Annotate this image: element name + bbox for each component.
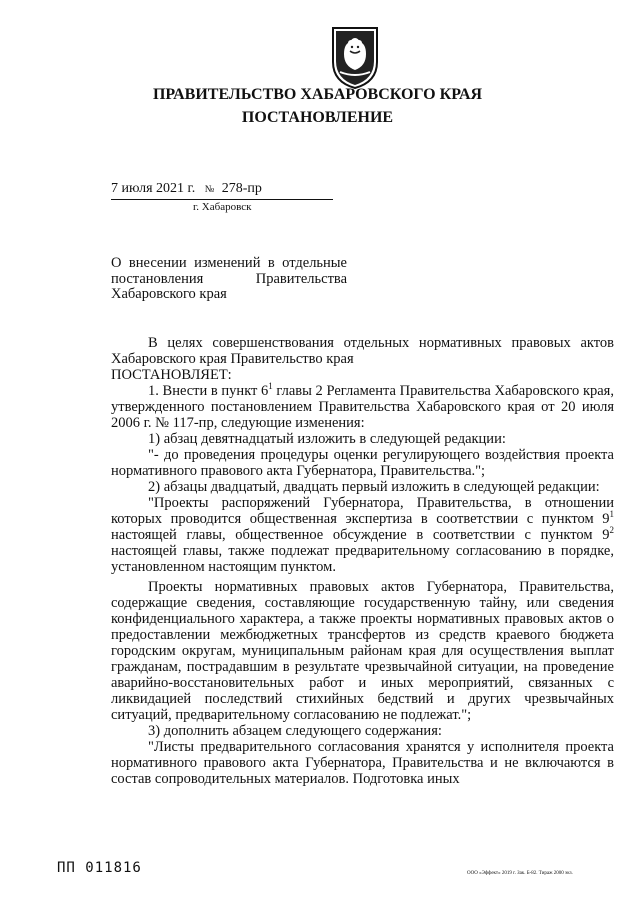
superscript: 2 [609, 525, 614, 536]
body-paragraph [111, 383, 614, 431]
text-run: настоящей главы, общественное обсуждение в соответствии с пунктом 9 [111, 527, 610, 543]
city: г. Хабаровск [193, 201, 252, 213]
document-subject [111, 256, 347, 303]
body-paragraph: 1) абзац девятнадцатый изложить в следующей редакции: [148, 431, 506, 447]
number-label: № [204, 184, 215, 195]
subject-line: О внесении изменений в отдельные [111, 255, 347, 271]
document-type-title: ПОСТАНОВЛЕНИЕ [241, 109, 394, 126]
document-date: 7 июля 2021 г. [111, 181, 196, 196]
body-paragraph: Проекты нормативных правовых актов Губернатора, Правительства, содержащие сведения, составляющие государственную тайну, или сведения конфиденциального характера, а также проекты нормативных правовых актов о предоставлении межбюджетных трансфертов из средств краевого бюджета городским округам, муниципальным районам края для осуществления выплат гражданам, пострадавшим в результате чрезвычайной ситуации, на проведение аварийно-восстановительных работ и иных мероприятий, связанных с ликвидацией последствий стихийных бедствий и других чрезвычайных ситуаций, предварительному согласованию не подлежат."; [111, 579, 614, 723]
text-run: 1. Внести в пункт 6 [148, 383, 269, 399]
body-paragraph: 2) абзацы двадцатый, двадцать первый изложить в следующей редакции: [148, 479, 600, 495]
document-number: 278-пр [221, 181, 262, 196]
body-paragraph: "- до проведения процедуры оценки регулирующего воздействия проекта нормативного правового акта Губернатора, Правительства."; [111, 447, 614, 479]
body-paragraph [111, 495, 614, 575]
date-number-line [111, 181, 333, 200]
subject-line: Хабаровского края [111, 286, 227, 302]
text-run: главы 2 Регламента Правительства Хабаровского края, утвержденного постановлением Правительства Хабаровского края от 20 июля 2006 г. № 117-пр, следующие изменения: [111, 383, 614, 431]
body-paragraph: ПОСТАНОВЛЯЕТ: [111, 367, 232, 383]
coat-of-arms-emblem [330, 24, 380, 90]
document-body [111, 335, 614, 787]
body-paragraph: В целях совершенствования отдельных нормативных правовых актов Хабаровского края Правительство края [111, 335, 614, 367]
body-paragraph: 3) дополнить абзацем следующего содержания: [148, 723, 442, 739]
text-run: "Проекты распоряжений Губернатора, Правительства, в отношении которых проводится общественная экспертиза в соответствии с пунктом 9 [111, 495, 614, 527]
text-run: настоящей главы, также подлежат предварительному согласованию в порядке, установленном настоящим пунктом. [111, 543, 614, 575]
organization-title: ПРАВИТЕЛЬСТВО ХАБАРОВСКОГО КРАЯ [152, 86, 483, 103]
printer-imprint: ООО «Эффект» 2019 г. Зак. Б-82. Тираж 2000 экз. [467, 871, 573, 876]
serial-stamp: ПП 011816 [57, 860, 142, 876]
body-paragraph: "Листы предварительного согласования хранятся у исполнителя проекта нормативного правового акта Губернатора, Правительства и не включаются в состав сопроводительных материалов. Подготовка иных [111, 739, 614, 787]
superscript: 1 [609, 509, 614, 520]
subject-line: постановления Правительства [111, 270, 347, 287]
superscript: 1 [268, 381, 273, 392]
